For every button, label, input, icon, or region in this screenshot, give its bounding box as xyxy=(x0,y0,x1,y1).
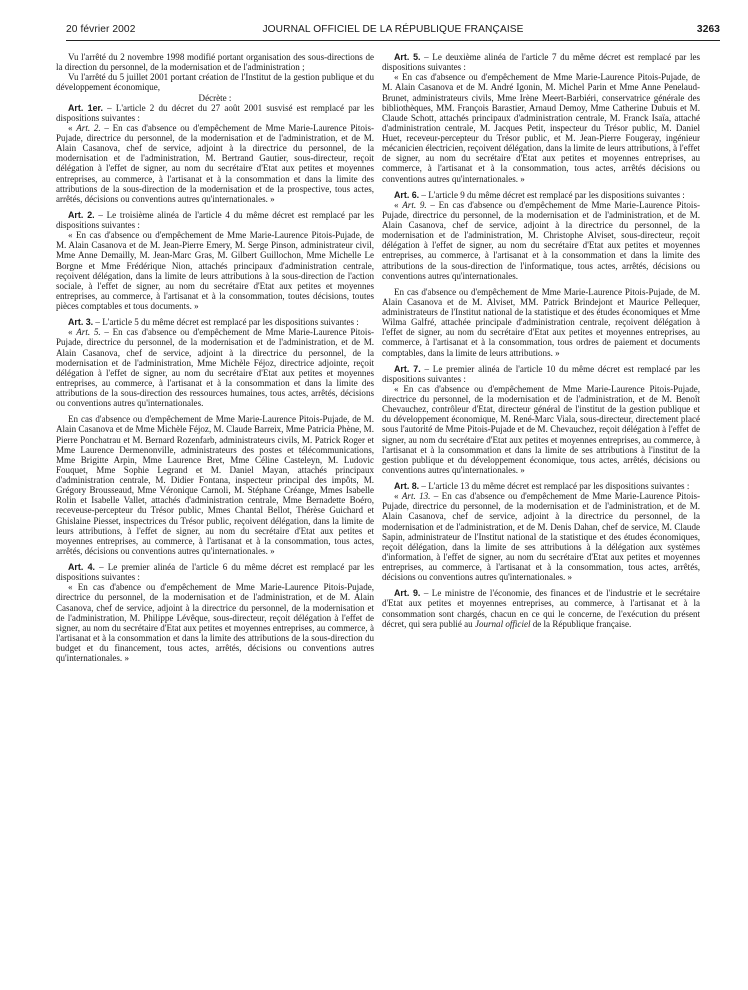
quoted-paragraph: En cas d'absence ou d'empêchement de Mme Marie-Laurence Pitois-Pujade, de M. Alain Casanova et de M. Alviset, MM. Patrick Brindejont et Maurice Pellequer, administrateurs de l'Institut national de la statistique et des études économiques et Mme Wilma Galfré, attachée principale d'administration centrale, reçoivent délégation à l'effet de signer, au nom du secrétaire d'Etat aux petites et moyennes entreprises, au commerce, à l'artisanat et à la consommation, tous ordres de paiement et documents comptables, dans la limite de leurs attributions. » xyxy=(382,286,700,358)
article-label: Art. 7. xyxy=(394,363,421,374)
article-label: Art. 2. xyxy=(68,209,95,220)
quoted-paragraph: « En cas d'absence ou d'empêchement de Mme Marie-Laurence Pitois-Pujade, directrice du personnel, de la modernisation et de l'administration, et de M. Benoît Chevauchez, contrôleur d'Etat, directeur général de l'institut de la gestion publique et du développement économique, M. René-Marc Viala, sous-directeur, directement placé sous l'autorité de Mme Pitois-Pujade et de M. Chevauchez, reçoit délégation à l'effet de signer, au nom du secrétaire d'Etat aux petites et moyennes entreprises, au commerce, à l'artisanat et à la consommation et dans la limite de ses attributions à l'institut de la gestion publique et du développement économique, tous actes, arrêtés, décisions ou conventions autres qu'internationales. » xyxy=(382,383,700,475)
article-text: – L'article 9 du même décret est remplacé par les dispositions suivantes : xyxy=(419,189,685,200)
decrete-line: Décrète : xyxy=(198,92,232,103)
quoted-article xyxy=(56,327,374,408)
article-5 xyxy=(382,52,700,72)
quoted-article-label: Art. 13. xyxy=(401,491,431,502)
left-column xyxy=(56,52,374,663)
article-text: – Le deuxième alinéa de l'article 7 du même décret est remplacé par les dispositions suivantes : xyxy=(382,52,700,73)
article-8 xyxy=(382,481,700,491)
article-text: – Le premier alinéa de l'article 10 du même décret est remplacé par les dispositions suivantes : xyxy=(382,363,700,384)
quote-open: « xyxy=(394,199,403,210)
article-text: – L'article 5 du même décret est remplacé par les dispositions suivantes : xyxy=(93,317,359,328)
quoted-article-text: – En cas d'absence ou d'empêchement de Mme Marie-Laurence Pitois-Pujade, directrice du personnel, de la modernisation et de l'administration, et de M. Alain Casanova, chef de service, adjoint à la directrice du personnel, de la modernisation et de l'administration, M. Bertrand Gautier, sous-directeur, reçoit délégation à l'effet de signer, au nom du secrétaire d'Etat aux petites et moyennes entreprises, au commerce, à l'artisanat et à la consommation et dans la limite des attributions de la sous-direction de la modernisation et de la prospective, tous actes, arrêtés, décisions ou conventions autres qu'internationales. » xyxy=(56,122,374,204)
article-label: Art. 5. xyxy=(394,52,421,62)
quote-open: « xyxy=(68,122,77,133)
article-text: – Le ministre de l'économie, des finances et de l'industrie et le secrétaire d'Etat aux petites et moyennes entreprises, au commerce, à l'artisanat et à la consommation sont chargés, chacun en ce qui le concerne, de l'exécution du présent décret, qui sera publié au xyxy=(382,588,700,629)
article-label: Art. 8. xyxy=(394,481,420,491)
quoted-article-text: – En cas d'absence ou d'empêchement de Mme Marie-Laurence Pitois-Pujade, directrice du personnel, de la modernisation et de l'administration, et de M. Alain Casanova, chef de service, adjoint à la directrice du personnel, de la modernisation et de l'administration, M. Christophe Alviset, sous-directeur, reçoit délégation à l'effet de signer, au nom du secrétaire d'Etat aux petites et moyennes entreprises, au commerce, à l'artisanat et à la consommation et dans la limite des attributions de la sous-direction de l'informatique, tous actes, arrêtés, décisions ou conventions autres qu'internationales. xyxy=(382,199,700,281)
right-column xyxy=(382,52,700,629)
article-3 xyxy=(56,317,374,327)
quoted-article-text: – En cas d'absence ou d'empêchement de Mme Marie-Laurence Pitois-Pujade, directrice du personnel, de la modernisation et de l'administration, et de M. Alain Casanova, chef de service, adjoint à la directrice du personnel, de la modernisation et de l'administration, Mme Michèle Féjoz, directrice adjointe, reçoit délégation à l'effet de signer, au nom du secrétaire d'Etat aux petites et moyennes entreprises, au commerce, à l'artisanat et à la consommation et dans la limite des attributions de la sous-direction des ressources humaines, tous actes, arrêtés, décisions ou conventions autres qu'internationales. xyxy=(56,327,374,409)
visa-paragraph: Vu l'arrêté du 2 novembre 1998 modifié portant organisation des sous-directions de la direction du personnel, de la modernisation et de l'administration ; xyxy=(56,52,374,73)
article-2 xyxy=(56,210,374,230)
article-text: – Le premier alinéa de l'article 6 du même décret est remplacé par les dispositions suivantes : xyxy=(56,562,375,583)
page-header xyxy=(66,24,720,41)
quoted-paragraph: En cas d'absence ou d'empêchement de Mme Marie-Laurence Pitois-Pujade, de M. Alain Casanova et de Mme Michèle Féjoz, M. Claude Barreix, Mme Patricia Phène, M. Pierre Ponchatrau et M. Bernard Rozenfarb, administrateurs civils, M. Patrick Roger et Mme Laurence Dermenonville, administrateurs des postes et télécommunications, Mme Brigitte Arpin, Mme Laurence Bret, Mme Céline Casteleyn, M. Ludovic Fouquet, Mme Sophie Legrand et M. Daniel Mayan, attachés principaux d'administration centrale, M. Didier Fontana, inspecteur principal des impôts, M. Grégory Brousseaud, Mme Véronique Carnoli, M. Stéphane Créange, Mmes Isabelle Rolin et Isabelle Vallet, attachés d'administration centrale, Mme Bernadette Boéro, receveuse-percepteur du Trésor public, Mmes Chantal Bellot, Thérèse Guichard et Ghislaine Piesset, inspectrices du Trésor public, reçoivent délégation, dans la limite de leurs attributions, à l'effet de signer, au nom du secrétaire d'Etat aux petites et moyennes entreprises, au commerce, à l'artisanat et à la consommation, tous actes, arrêtés, décisions ou conventions autres qu'internationales. » xyxy=(56,414,374,556)
quoted-paragraph: « En cas d'abence ou d'empêchement de Mme Marie-Laurence Pitois-Pujade, directrice du personnel, de la modernisation et de l'administration, et de M. Alain Casanova, chef de service, adjoint à la directrice du personnel, de la modernisation et de l'administration, M. Philippe Lévêque, sous-directeur, reçoit délégation à l'effet de signer, au nom du secrétaire d'Etat aux petites et moyennes entreprises, au commerce, à l'artisanat et à la consommation et dans la limite des attributions de la sous-direction du budget et du financement, tous actes, arrêtés, décisions ou conventions autres qu'internationales. » xyxy=(56,582,374,664)
article-label: Art. 4. xyxy=(68,562,95,572)
quote-open: « xyxy=(394,491,402,502)
visa-paragraph: Vu l'arrêté du 5 juillet 2001 portant création de l'Institut de la gestion publique et du développement économique, xyxy=(56,72,374,93)
article-label: Art. 1er. xyxy=(68,102,103,113)
article-text: – L'article 13 du même décret est remplacé par les dispositions suivantes : xyxy=(419,481,690,491)
article-label: Art. 9. xyxy=(394,588,421,599)
article-1 xyxy=(56,103,374,123)
quoted-article xyxy=(382,200,700,281)
journal-title: JOURNAL OFFICIEL DE LA RÉPUBLIQUE FRANÇAISE xyxy=(262,24,524,35)
quoted-article-label: Art. 5. xyxy=(76,327,101,338)
quoted-paragraph: « En cas d'absence ou d'empêchement de Mme Marie-Laurence Pitois-Pujade, de M. Alain Casanova et de M. Jean-Pierre Emery, M. Serge Pinson, administrateur civil, Mme Anne Demailly, M. Jean-Marc Gras, M. Gilbert Guillochon, Mme Michelle Le Borgne et Mme Frédérique Nion, attachés principaux d'administration centrale, reçoivent délégation, dans la limite de leurs attributions à la sous-direction de l'action sociale, à l'effet de signer, au nom du secrétaire d'Etat aux petites et moyennes entreprises, au commerce, à l'artisanat et à la consommation, toutes décisions, toutes pièces comptables et tous documents. » xyxy=(56,230,374,311)
quoted-article-label: Art. 9. xyxy=(402,199,427,210)
quoted-article-label: Art. 2. xyxy=(76,122,101,133)
article-7 xyxy=(382,364,700,384)
quote-open: « xyxy=(68,327,77,338)
quoted-article xyxy=(56,123,374,204)
article-6 xyxy=(382,190,700,200)
page-number: 3263 xyxy=(696,24,720,35)
header-date: 20 février 2002 xyxy=(66,24,136,35)
article-9 xyxy=(382,588,700,629)
article-label: Art. 6. xyxy=(394,189,420,200)
article-text: – L'article 2 du décret du 27 août 2001 susvisé est remplacé par les dispositions suivantes : xyxy=(56,102,374,123)
article-4 xyxy=(56,562,374,582)
quoted-paragraph: « En cas d'absence ou d'empêchement de Mme Marie-Laurence Pitois-Pujade, de M. Alain Casanova et de M. André Igonin, M. Michel Parin et Mme Anne Penelaud-Brunet, administrateurs civils, Mme Irène Meert-Barbiéri, conservatrice générale des bibliothèques, MM. François Barastier, Arnaud Demoy, Mme Catherine Dubuis et M. Claude Schott, attachés principaux d'administration centrale, M. Franck Isaïa, attaché d'administration centrale, M. Jacques Petit, inspecteur du Trésor public, M. Daniel Huet, receveur-percepteur du Trésor public, et M. Jean-Pierre Fougeray, ingénieur mécanicien électricien, reçoivent délégation, dans la limite de leurs attributions, à l'effet de signer, au nom du secrétaire d'Etat aux petites et moyennes entreprises, au commerce, à l'artisanat et à la consommation, tous actes, arrêtés décisions ou conventions autres qu'internationales. » xyxy=(382,72,700,184)
article-text: de la République française. xyxy=(530,618,632,629)
journal-officiel-title: Journal officiel xyxy=(474,618,531,629)
quoted-article-text: – En cas d'absence ou d'empêchement de Mme Marie-Laurence Pitois-Pujade, directrice du personnel, de la modernisation et de l'administration, et de M. Alain Casanova, chef de service, adjoint à la directrice du personnel, de la modernisation et de l'administration, et de M. Denis Dahan, chef de service, M. Claude Sapin, administrateur de l'Institut national de la statistique et des études économiques, reçoit délégation, dans la limite de ses attributions à la délégation aux systèmes d'information, à l'effet de signer, au nom du secrétaire d'Etat aux petites et moyennes entreprises, au commerce, à l'artisanat et à la consommation, tous actes, arrêtés, décisions ou conventions autres qu'internationales. » xyxy=(382,491,700,583)
quoted-article xyxy=(382,491,700,582)
article-text: – Le troisième alinéa de l'article 4 du même décret est remplacé par les dispositions suivantes : xyxy=(56,209,375,230)
article-label: Art. 3. xyxy=(68,317,94,328)
